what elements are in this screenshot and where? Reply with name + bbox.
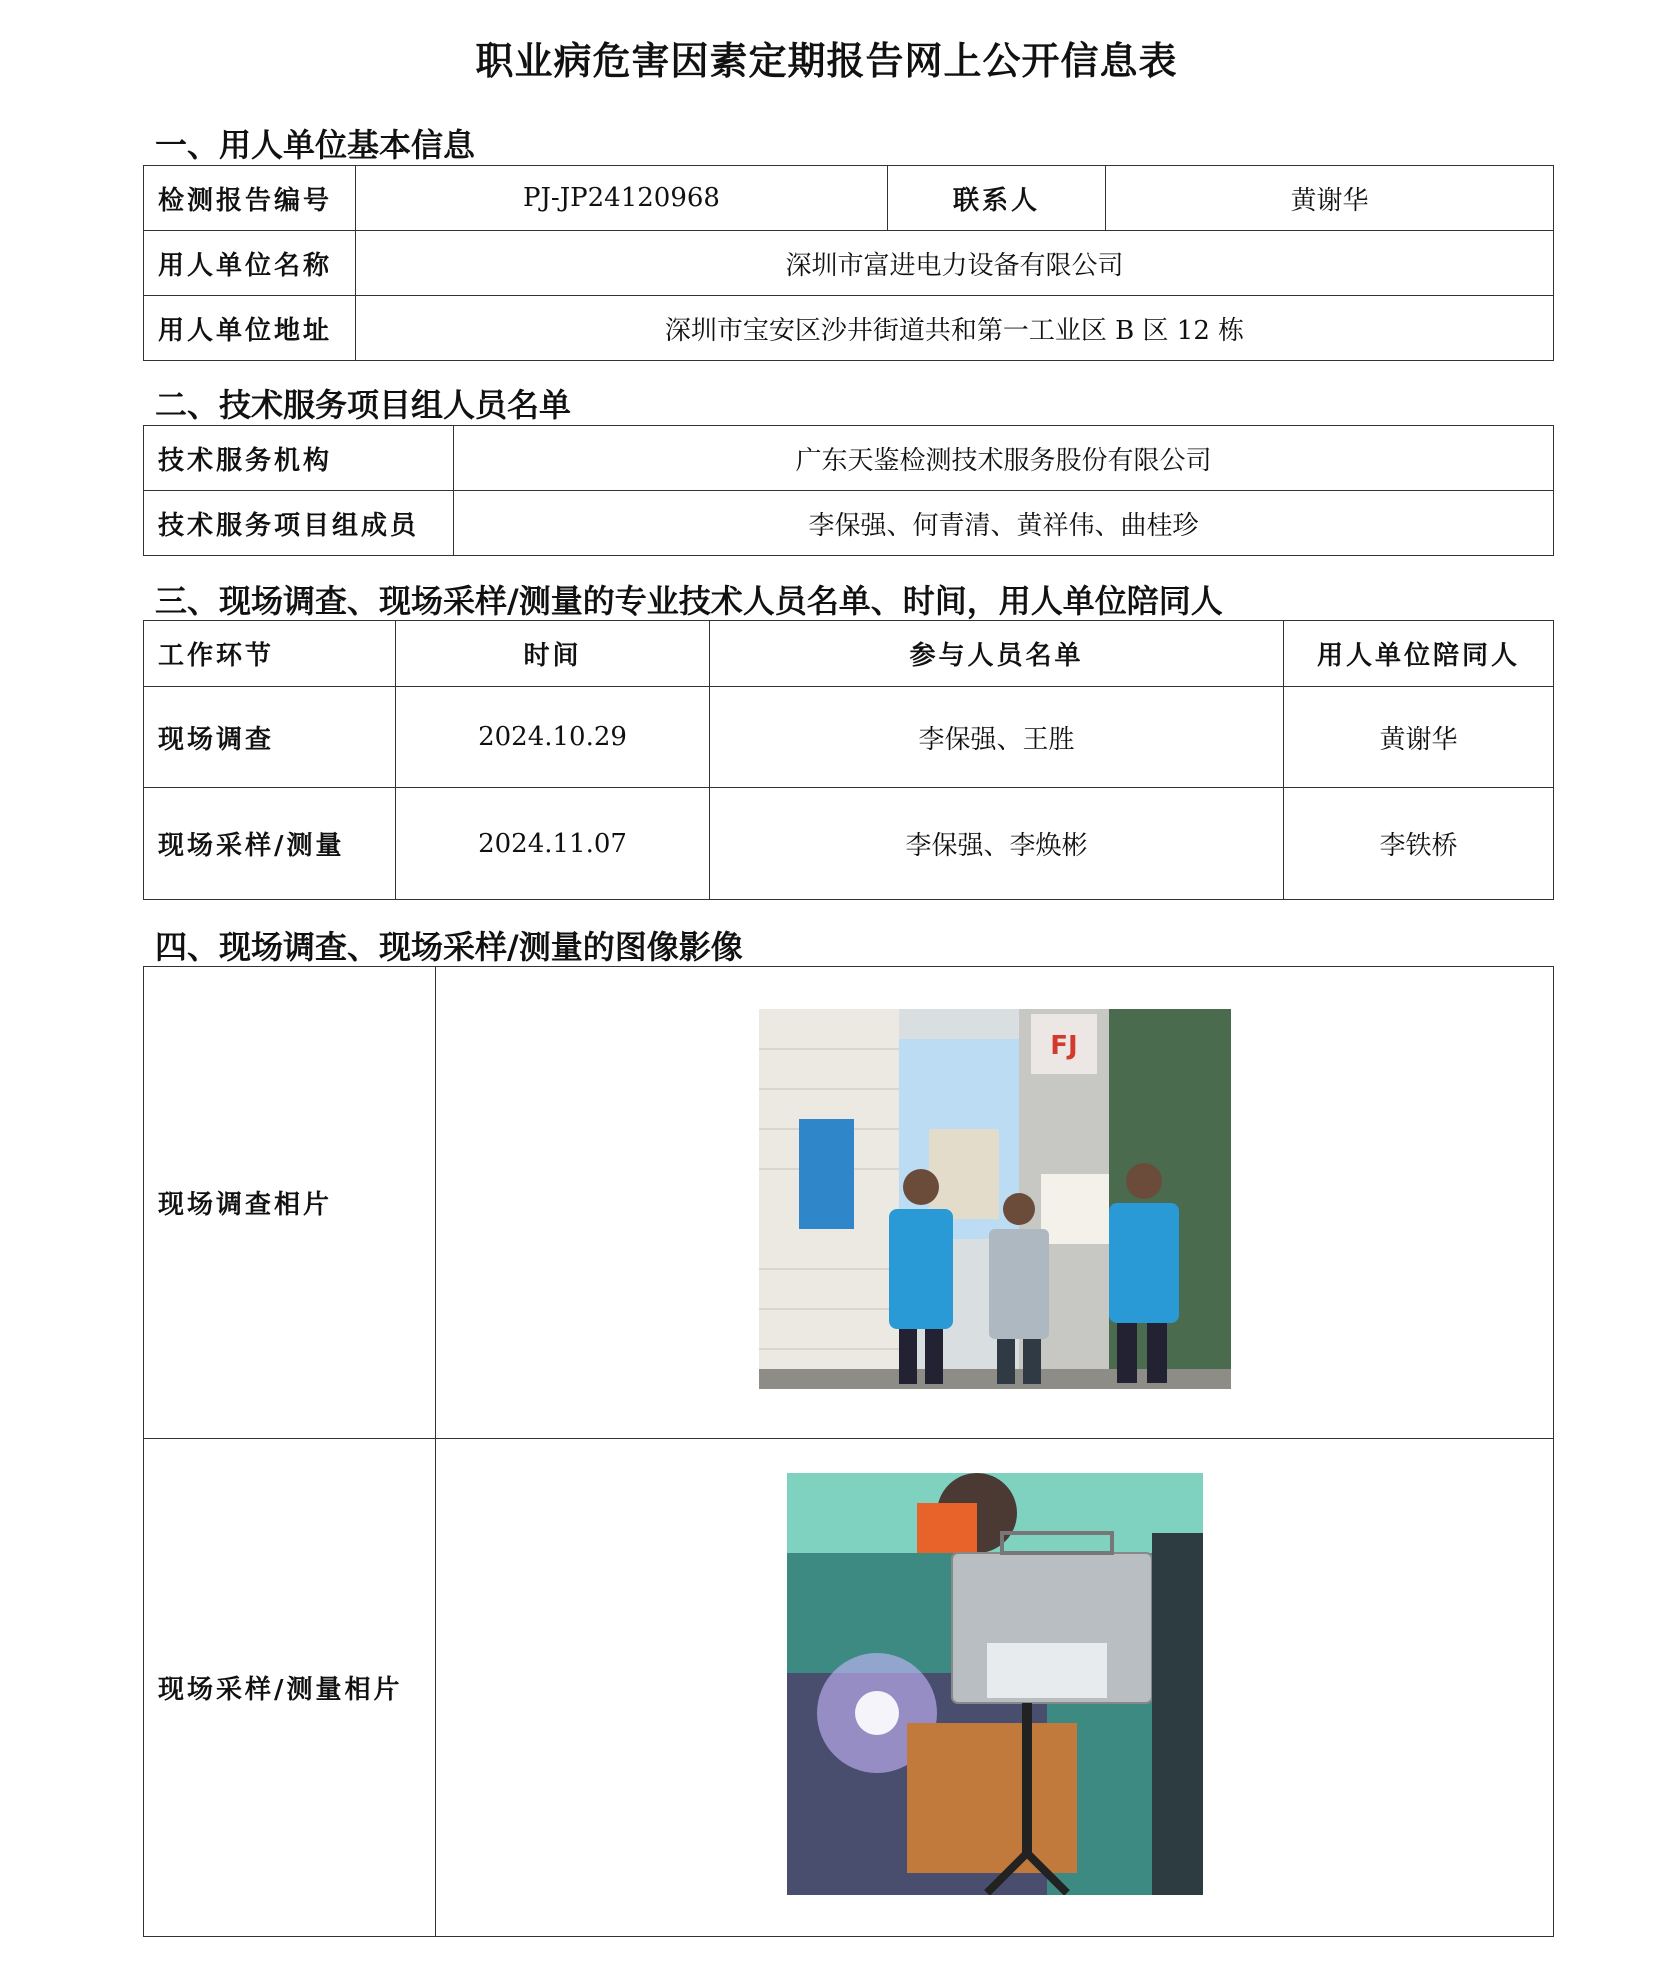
survey-photo-cell <box>436 967 1554 1439</box>
table-row <box>144 491 1554 556</box>
sampling-photo-illustration <box>787 1473 1203 1895</box>
sampling-photo-label: 现场采样/测量相片 <box>144 1439 436 1937</box>
table-row <box>144 231 1554 296</box>
address-value: 深圳市宝安区沙井街道共和第一工业区 B 区 12 栋 <box>356 296 1554 361</box>
photo-table <box>143 966 1554 1937</box>
section1-heading: 一、用人单位基本信息 <box>155 126 476 164</box>
tech-service-table <box>143 425 1554 556</box>
basic-info-table <box>143 165 1554 361</box>
header-date: 时间 <box>396 621 710 687</box>
stage-cell: 现场采样/测量 <box>144 788 396 900</box>
people-cell: 李保强、王胜 <box>710 687 1284 788</box>
stage-cell: 现场调查 <box>144 687 396 788</box>
table-row <box>144 296 1554 361</box>
table-header-row <box>144 621 1554 687</box>
section2-heading: 二、技术服务项目组人员名单 <box>155 386 572 424</box>
contact-value: 黄谢华 <box>1106 166 1554 231</box>
table-row <box>144 166 1554 231</box>
table-row <box>144 1439 1554 1937</box>
report-no-label: 检测报告编号 <box>144 166 356 231</box>
org-label: 技术服务机构 <box>144 426 454 491</box>
sampling-photo <box>787 1473 1203 1895</box>
company-label: 用人单位名称 <box>144 231 356 296</box>
members-value: 李保强、何青清、黄祥伟、曲桂珍 <box>454 491 1554 556</box>
survey-photo-label: 现场调查相片 <box>144 967 436 1439</box>
escort-cell: 黄谢华 <box>1284 687 1554 788</box>
report-no-value: PJ-JP24120968 <box>356 166 888 231</box>
page-title: 职业病危害因素定期报告网上公开信息表 <box>475 39 1178 83</box>
header-escort: 用人单位陪同人 <box>1284 621 1554 687</box>
address-label: 用人单位地址 <box>144 296 356 361</box>
company-logo: FJ <box>1049 1031 1078 1061</box>
survey-photo-illustration <box>759 1009 1231 1389</box>
table-row <box>144 788 1554 900</box>
company-value: 深圳市富进电力设备有限公司 <box>356 231 1554 296</box>
sampling-photo-cell <box>436 1439 1554 1937</box>
org-value: 广东天鉴检测技术服务股份有限公司 <box>454 426 1554 491</box>
table-row <box>144 426 1554 491</box>
members-label: 技术服务项目组成员 <box>144 491 454 556</box>
table-row <box>144 967 1554 1439</box>
date-cell: 2024.10.29 <box>396 687 710 788</box>
date-cell: 2024.11.07 <box>396 788 710 900</box>
escort-cell: 李铁桥 <box>1284 788 1554 900</box>
contact-label: 联系人 <box>888 166 1106 231</box>
people-cell: 李保强、李焕彬 <box>710 788 1284 900</box>
section3-heading: 三、现场调查、现场采样/测量的专业技术人员名单、时间，用人单位陪同人 <box>155 582 1223 620</box>
section4-heading: 四、现场调查、现场采样/测量的图像影像 <box>155 928 743 966</box>
table-row <box>144 687 1554 788</box>
field-work-table <box>143 620 1554 900</box>
header-people: 参与人员名单 <box>710 621 1284 687</box>
header-stage: 工作环节 <box>144 621 396 687</box>
survey-photo <box>759 1009 1231 1389</box>
